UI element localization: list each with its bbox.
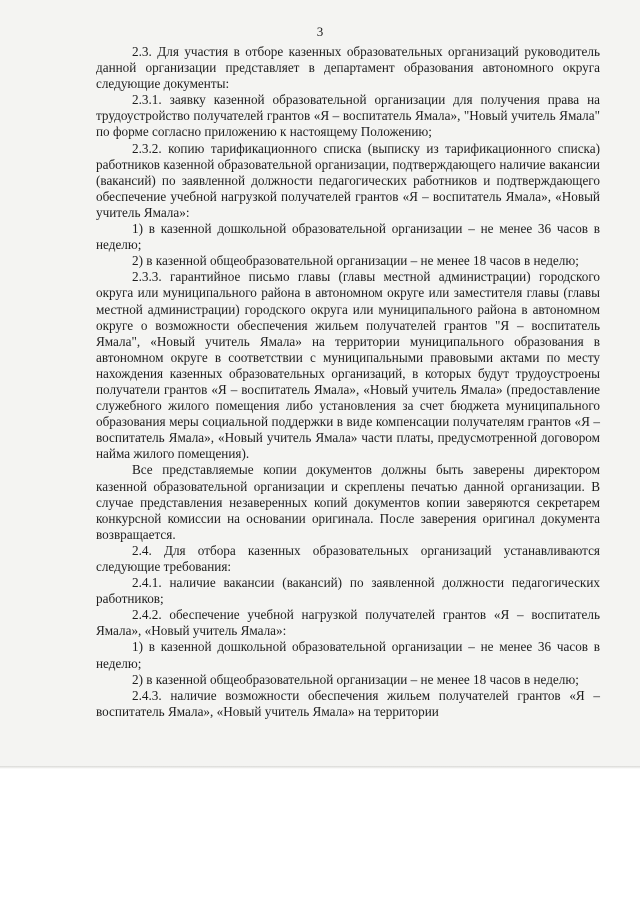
paragraph-2-4: 2.4. Для отбора казенных образовательных организаций устанавливаются следующие требования: (96, 542, 600, 574)
paragraph-2-4-3: 2.4.3. наличие возможности обеспечения жильем получателей грантов «Я – воспитатель Ямала», «Новый учитель Ямала» на территории (96, 687, 600, 719)
paragraph-2-3-2: 2.3.2. копию тарификационного списка (выписку из тарификационного списка) работников казенной образовательной организации, подтверждающего наличие вакансии (вакансий) по заявленной должности педагогических работников и подтверждающего обеспечение учебной нагрузкой получателей грантов «Я – воспитатель Ямала», «Новый учитель Ямала»: (96, 140, 600, 220)
document-body (96, 44, 600, 720)
scan-bottom-edge (0, 766, 640, 769)
paragraph-2-3-3: 2.3.3. гарантийное письмо главы (главы местной администрации) городского округа или муниципального района в автономном округе или заместителя главы (главы местной администрации) городского округа или муниципального района в автономном округе о возможности обеспечения жильем получателей грантов "Я – воспитатель Ямала", «Новый учитель Ямала» на территории муниципального образования в автономном округе в соответствии с муниципальными правовыми актами по месту нахождения казенных образовательных организаций, в которых будут трудоустроены получатели грантов «Я – воспитатель Ямала», «Новый учитель Ямала» (предоставление служебного жилого помещения либо установления за счет бюджета муниципального образования меры социальной поддержки в виде компенсации получателям грантов «Я – воспитатель Ямала», «Новый учитель Ямала» части платы, предусмотренной договором найма жилого помещения). (96, 269, 600, 462)
page-number: 3 (316, 24, 324, 39)
paragraph-2-4-2: 2.4.2. обеспечение учебной нагрузкой получателей грантов «Я – воспитатель Ямала», «Новый учитель Ямала»: (96, 607, 600, 639)
list-item-preschool: 1) в казенной дошкольной образовательной организации – не менее 36 часов в неделю; (96, 221, 600, 253)
list-item-general-2: 2) в казенной общеобразовательной организации – не менее 18 часов в неделю; (132, 671, 579, 687)
paragraph-2-3: 2.3. Для участия в отборе казенных образовательных организаций руководитель данной организации представляет в департамент образования автономного округа следующие документы: (96, 44, 600, 92)
paragraph-2-3-1: 2.3.1. заявку казенной образовательной организации для получения права на трудоустройство получателей грантов «Я – воспитатель Ямала», "Новый учитель Ямала" по форме согласно приложению к настоящему Положению; (96, 92, 600, 140)
list-item-general: 2) в казенной общеобразовательной организации – не менее 18 часов в неделю; (132, 253, 579, 269)
paragraph-copies: Все представляемые копии документов должны быть заверены директором казенной образовательной организации и скреплены печатью данной организации. В случае представления незаверенных копий документов копии заверяются секретарем конкурсной комиссии на основании оригинала. После заверения оригинал документа возвращается. (96, 462, 600, 542)
paragraph-2-4-1: 2.4.1. наличие вакансии (вакансий) по заявленной должности педагогических работников; (96, 575, 600, 607)
list-item-preschool-2: 1) в казенной дошкольной образовательной организации – не менее 36 часов в неделю; (96, 639, 600, 671)
